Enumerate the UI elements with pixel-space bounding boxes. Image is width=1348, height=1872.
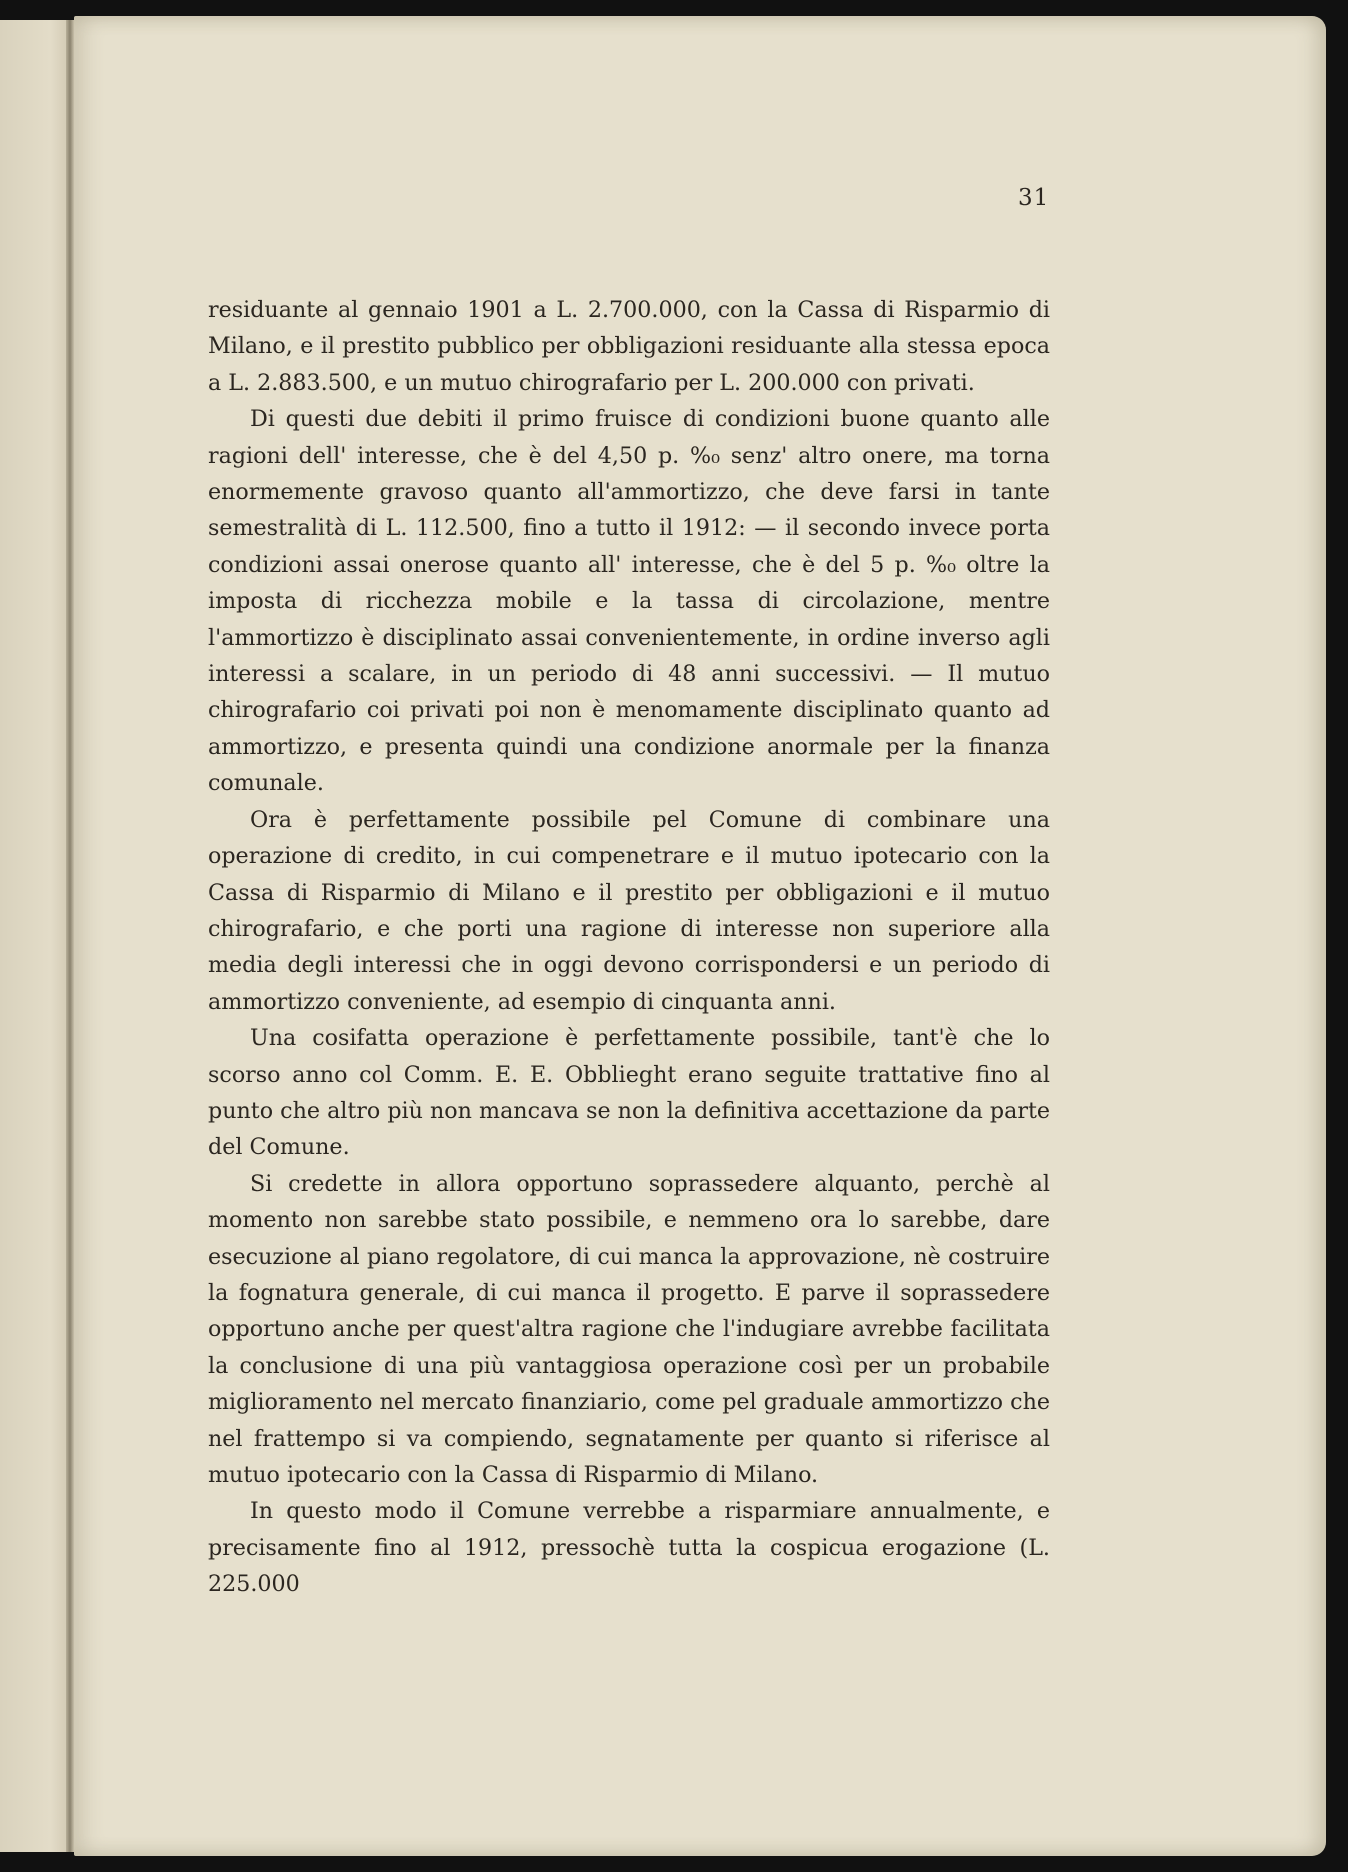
- page-number: 31: [1018, 185, 1050, 211]
- body-text: [208, 292, 1050, 1603]
- paragraph: residuante al gennaio 1901 a L. 2.700.000, con la Cassa di Risparmio di Milano, e il prestito pubblico per obbligazioni residuante alla stessa epoca a L. 2.883.500, e un mutuo chirografario per L. 200.000 con privati.: [208, 297, 1050, 396]
- paragraph: In questo modo il Comune verrebbe a risparmiare annualmente, e precisamente fino al 1912, pressochè tutta la cospicua erogazione (L. 225.000: [208, 1498, 1050, 1598]
- paragraph: Di questi due debiti il primo fruisce di condizioni buone quanto alle ragioni dell' interesse, che è del 4,50 p. %₀ senz' altro onere, ma torna enormemente gravoso quanto all'ammortizzo, che deve farsi in tante semestralità di L. 112.500, fino a tutto il 1912: — il secondo invece porta condizioni assai onerose quanto all' interesse, che è del 5 p. %₀ oltre la imposta di ricchezza mobile e la tassa di circolazione, mentre l'ammortizzo è disciplinato assai convenientemente, in ordine inverso agli interessi a scalare, in un periodo di 48 anni successivi. — Il mutuo chirografario coi privati poi non è menomamente disciplinato quanto ad ammortizzo, e presenta quindi una condizione anormale per la finanza comunale.: [208, 406, 1050, 797]
- left-page-edge: [0, 20, 72, 1852]
- paragraph: Si credette in allora opportuno soprassedere alquanto, perchè al momento non sarebbe stato possibile, e nemmeno ora lo sarebbe, dare esecuzione al piano regolatore, di cui manca la approvazione, nè costruire la fognatura generale, di cui manca il progetto. E parve il soprassedere opportuno anche per quest'altra ragione che l'indugiare avrebbe facilitata la conclusione di una più vantaggiosa operazione così per un probabile miglioramento nel mercato finanziario, come pel graduale ammortizzo che nel frattempo si va compiendo, segnatamente per quanto si riferisce al mutuo ipotecario con la Cassa di Risparmio di Milano.: [208, 1170, 1050, 1488]
- book-gutter: [66, 20, 74, 1852]
- paragraph: Ora è perfettamente possibile pel Comune di combinare una operazione di credito, in cui compenetrare e il mutuo ipotecario con la Cassa di Risparmio di Milano e il prestito per obbligazioni e il mutuo chirografario, e che porti una ragione di interesse non superiore alla media degli interessi che in oggi devono corrispondersi e un periodo di ammortizzo conveniente, ad esempio di cinquanta anni.: [208, 806, 1050, 1015]
- paragraph: Una cosifatta operazione è perfettamente possibile, tant'è che lo scorso anno col Comm. E. E. Obblieght erano seguite trattative fino al punto che altro più non mancava se non la definitiva accettazione da parte del Comune.: [208, 1025, 1050, 1161]
